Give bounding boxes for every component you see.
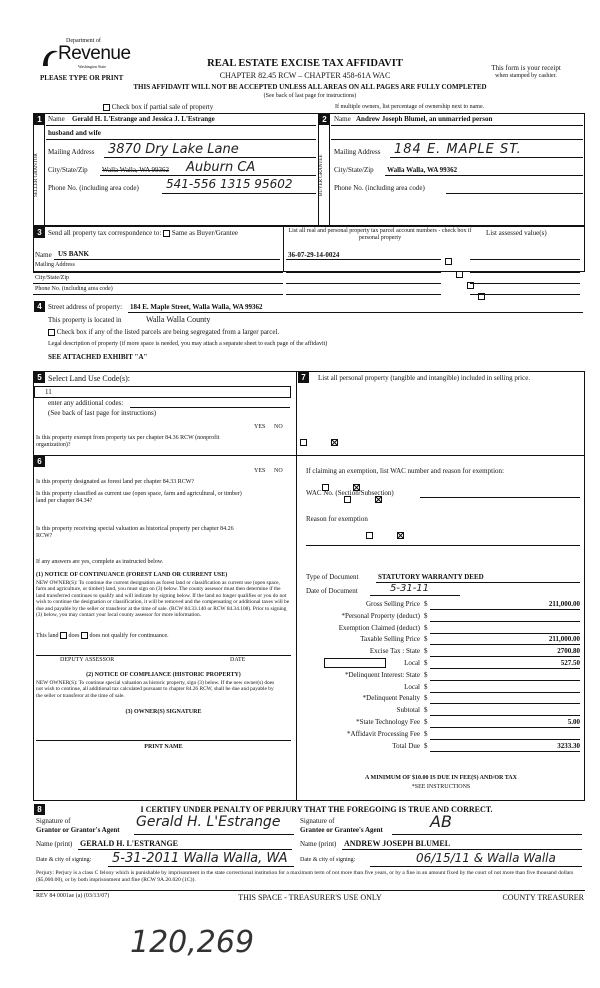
located-value[interactable]: Walla Walla County: [146, 315, 211, 324]
minimum-note: A MINIMUM OF $10.00 IS DUE IN FEE(S) AND/OR TAX: [365, 775, 517, 781]
forest-question: Is this property designated as forest land per chapter 84.33 RCW?: [36, 479, 195, 485]
fee-row-dollar: $: [424, 742, 428, 750]
reason-label: Reason for exemption: [306, 515, 368, 523]
seller-city-struck: Walla Walla, WA 99362: [102, 166, 170, 174]
fee-row-value[interactable]: [430, 706, 580, 716]
grantee-signature-label-2: Grantee or Grantee's Agent: [300, 826, 383, 834]
land-use-label: Select Land Use Code(s):: [48, 374, 130, 383]
fee-row-dollar: $: [424, 694, 428, 702]
notice-2-body: NEW OWNER(S): To continue special valuation as historic property, sign (3) below. If the new owner(s) does not wish to continue, all additional tax calculated pursuant to chapter 84.26 RCW, shall be due and payable by the seller or transferor at the time of sale.: [36, 680, 275, 699]
fee-row-dollar: $: [424, 683, 428, 691]
land-use-code-value: 11: [45, 388, 52, 396]
see-instructions-note: *SEE INSTRUCTIONS: [411, 784, 471, 790]
correspondence-row: [48, 229, 238, 237]
seller-name-label: Name: [48, 115, 65, 123]
grantor-date-label: Date & city of signing:: [36, 857, 92, 863]
fee-row-label: *Delinquent Penalty: [362, 694, 420, 702]
buyer-phone-label: Phone No. (including area code): [334, 184, 425, 192]
if-yes-note: If any answers are yes, complete as instructed below.: [36, 559, 164, 565]
fee-row-label: *Personal Property (deduct): [341, 612, 420, 620]
section-4-number: 4: [34, 301, 45, 312]
segregated-checkbox[interactable]: [48, 329, 55, 336]
county-treasurer-label: COUNTY TREASURER: [502, 893, 584, 902]
fee-row-dollar: $: [424, 706, 428, 714]
fee-row-value[interactable]: 211,000.00: [430, 600, 580, 610]
fee-row-label: Subtotal: [396, 706, 420, 714]
land-use-see-back: (See back of last page for instructions): [48, 409, 157, 417]
section-1-number: 1: [34, 114, 45, 125]
logo: [40, 38, 132, 78]
grantor-signature[interactable]: Gerald H. L'Estrange: [136, 814, 281, 830]
same-as-buyer-checkbox[interactable]: [163, 230, 170, 237]
exempt-no-checkbox[interactable]: [331, 439, 338, 446]
fee-row-dollar: $: [424, 635, 428, 643]
section-6-no-header: NO: [274, 468, 283, 474]
seller-city-label: City/State/Zip: [48, 166, 88, 174]
section-5-yes-header: YES: [254, 424, 266, 430]
parcel-value[interactable]: 36-07-29-14-0024: [288, 251, 340, 259]
legal-value[interactable]: SEE ATTACHED EXHIBIT "A": [48, 353, 148, 361]
fee-row-value[interactable]: [430, 624, 580, 634]
doc-date-value[interactable]: 5-31-11: [390, 583, 430, 594]
street-value[interactable]: 184 E. Maple Street, Walla Walla, WA 99362: [130, 303, 263, 311]
grantee-name-label: Name (print): [300, 840, 337, 848]
fee-row-value[interactable]: 527.50: [430, 659, 580, 669]
fee-row-label: Local: [404, 659, 420, 667]
fee-row-value[interactable]: 211,000.00: [430, 635, 580, 645]
fee-row-label: Total Due: [392, 742, 420, 750]
fee-row-value[interactable]: [430, 671, 580, 681]
historic-no-checkbox[interactable]: [397, 532, 404, 539]
tax-name-value[interactable]: US BANK: [58, 250, 89, 258]
partial-sale-row: [103, 103, 213, 111]
fee-row-dollar: $: [424, 671, 428, 679]
section-2-number: 2: [319, 114, 330, 125]
rev-code: REV 84 0001ae (a) (03/13/07): [36, 893, 110, 899]
seller-phone-value[interactable]: 541-556 1315 95602: [166, 177, 293, 191]
segregated-label: Check box if any of the listed parcels are being segregated from a larger parcel.: [56, 328, 280, 336]
correspondence-heading: Send all property tax correspondence to:: [48, 229, 162, 237]
doc-date-label: Date of Document: [306, 587, 358, 595]
buyer-city-value[interactable]: Walla Walla, WA 99362: [387, 166, 458, 174]
does-label: does: [68, 632, 80, 639]
partial-sale-checkbox[interactable]: [103, 104, 110, 111]
multiple-owners-note: If multiple owners, list percentage of ownership next to name.: [335, 104, 485, 110]
seller-city-value[interactable]: Auburn CA: [186, 160, 256, 175]
current-use-question: Is this property classified as current use (open space, farm and agricultural, or timber) land per chapter 84.34?: [36, 491, 242, 504]
local-rate-field[interactable]: [324, 658, 386, 668]
form-warning: THIS AFFIDAVIT WILL NOT BE ACCEPTED UNLESS ALL AREAS ON ALL PAGES ARE FULLY COMPLETED: [133, 83, 487, 91]
does-not-label: does not qualify for continuance.: [89, 632, 169, 639]
section-8-number: 8: [34, 804, 45, 815]
seller-name-value[interactable]: Gerald H. L'Estrange and Jessica J. L'Estrange: [72, 115, 215, 123]
buyer-city-label: City/State/Zip: [334, 166, 374, 174]
buyer-name-value[interactable]: Andrew Joseph Blumel, an unmarried person: [356, 115, 493, 123]
buyer-name-label: Name: [334, 115, 351, 123]
grantor-print-name[interactable]: GERALD H. L'ESTRANGE: [80, 839, 179, 848]
fee-row-label: Local: [404, 683, 420, 691]
fee-row-value[interactable]: [430, 730, 580, 740]
notice-1-title: (1) NOTICE OF CONTINUANCE (FOREST LAND OR CURRENT USE): [36, 572, 228, 578]
please-type: PLEASE TYPE OR PRINT: [40, 74, 124, 82]
exempt-yes-checkbox[interactable]: [300, 439, 307, 446]
section-5-no-header: NO: [274, 424, 283, 430]
print-name-label: PRINT NAME: [144, 744, 183, 750]
personal-property-label: List all personal property (tangible and intangible) included in selling price.: [318, 374, 531, 382]
deputy-date-label: DATE: [230, 657, 246, 663]
fee-row-label: *State Technology Fee: [356, 718, 420, 726]
partial-sale-label: Check box if partial sale of property: [111, 103, 214, 111]
seller-phone-label: Phone No. (including area code): [48, 184, 139, 192]
section-6-yes-header: YES: [254, 468, 266, 474]
exempt-question: Is this property exempt from property tax per chapter 84.36 RCW (nonprofit organization)?: [36, 435, 220, 448]
fee-row-dollar: $: [424, 600, 428, 608]
fee-row-value[interactable]: [430, 683, 580, 693]
land-use-code-field[interactable]: [34, 386, 291, 398]
same-as-buyer-label: Same as Buyer/Grantee: [171, 229, 238, 237]
fee-row-label: *Affidavit Processing Fee: [347, 730, 420, 738]
does-checkbox[interactable]: [60, 632, 67, 639]
this-land-label: This land: [36, 632, 59, 639]
parcel-2-personal-checkbox[interactable]: [456, 271, 463, 278]
tax-phone-label: Phone No. (including area code): [35, 286, 113, 292]
fee-row-dollar: $: [424, 647, 428, 655]
tax-city-label: City/State/Zip: [35, 275, 69, 281]
deputy-assessor-label: DEPUTY ASSESSOR: [60, 657, 115, 663]
buyer-mailing-value[interactable]: 184 E. MAPLE ST.: [394, 142, 522, 157]
form-title: REAL ESTATE EXCISE TAX AFFIDAVIT: [207, 58, 403, 69]
parcel-1-personal-checkbox[interactable]: [445, 258, 452, 265]
form-chapter: CHAPTER 82.45 RCW – CHAPTER 458-61A WAC: [219, 71, 391, 80]
doc-type-value[interactable]: STATUTORY WARRANTY DEED: [378, 573, 484, 581]
tax-mailing-label: Mailing Address: [35, 262, 75, 268]
treasurer-space-label: THIS SPACE - TREASURER'S USE ONLY: [238, 893, 382, 902]
wac-label: WAC No. (Section/Subsection): [306, 489, 394, 497]
fee-row-label: Excise Tax : State: [369, 647, 420, 655]
qualify-row: [36, 632, 169, 640]
seller-mailing-value[interactable]: 3870 Dry Lake Lane: [108, 142, 239, 157]
section-5-number: 5: [34, 372, 45, 383]
segregated-row: [48, 328, 279, 336]
certify-statement: I CERTIFY UNDER PENALTY OF PERJURY THAT THE FOREGOING IS TRUE AND CORRECT.: [140, 805, 493, 814]
fee-row-dollar: $: [424, 624, 428, 632]
grantor-name-label: Name (print): [36, 840, 73, 848]
historic-question: Is this property receiving special valuation as historical property per chapter 84.26 RCW?: [36, 526, 234, 539]
buyer-side-label: BUYER GRANTEE: [319, 154, 324, 196]
grantee-signature[interactable]: AB: [430, 812, 452, 831]
seller-mailing-label: Mailing Address: [48, 148, 95, 156]
legal-label: Legal description of property (if more space is needed, you may attach a separate sheet to each page of the affidavit): [48, 341, 328, 347]
logo-word: Revenue: [58, 43, 131, 64]
receipt-line-2: when stamped by cashier.: [495, 73, 557, 79]
grantor-signature-label-1: Signature of: [36, 817, 71, 825]
located-label: This property is located in: [48, 316, 122, 324]
notice-1-body: NEW OWNER(S): To continue the current designation as forest land or classification as current use (open space, farm and agriculture, or timber) land, you must sign on (3) below. The county assessor must then determine if the land transferred continues to qualify and will indicate by signing below. If the land no longer qualifies or you do not wish to continue the designation or classification, it will be removed and the compensating or additional taxes will be due and payable by the seller or transferor at the time of sale. (RCW 84.33.140 or RCW 84.34.108). Prior to signing (3) below, you may contact your local county assessor for more information.: [36, 580, 290, 618]
assessed-heading: List assessed value(s): [486, 229, 547, 237]
section-3-number: 3: [34, 227, 45, 238]
claiming-exemption-label: If claiming an exemption, list WAC number and reason for exemption:: [306, 467, 504, 475]
fee-row-dollar: $: [424, 730, 428, 738]
fee-row-label: *Delinquent Interest: State: [344, 671, 420, 679]
grantor-signature-label-2: Grantor or Grantor's Agent: [36, 826, 120, 834]
logo-top: Department of: [66, 38, 101, 44]
street-label: Street address of property:: [48, 303, 123, 311]
does-not-checkbox[interactable]: [81, 632, 88, 639]
fee-row-label: Gross Selling Price: [365, 600, 420, 608]
fee-row-value[interactable]: [430, 694, 580, 704]
handwritten-number: 120,269: [130, 925, 255, 960]
receipt-line-1: This form is your receipt: [491, 64, 561, 72]
perjury-note: Perjury: Perjury is a class C felony which is punishable by imprisonment in the state correctional institution for a maximum term of not more than five years, or by a fine in an amount fixed by the court of not more than five thousand dollars ($5,000.00), or by both imprisonment and fine (RCW 9A.20.020 (1C)).: [36, 870, 574, 883]
historic-yes-checkbox[interactable]: [366, 532, 373, 539]
grantee-date-label: Date & city of signing:: [300, 857, 356, 863]
grantee-print-name[interactable]: ANDREW JOSEPH BLUMEL: [344, 839, 451, 848]
fee-row-label: Taxable Selling Price: [360, 635, 420, 643]
parcel-heading: List all real and personal property tax parcel account numbers - check box if personal property: [288, 228, 472, 241]
buyer-mailing-label: Mailing Address: [334, 148, 381, 156]
fee-row-dollar: $: [424, 718, 428, 726]
revenue-logo-icon: [40, 46, 60, 72]
grantee-signature-label-1: Signature of: [300, 817, 335, 825]
fee-row-value[interactable]: 3233.30: [430, 742, 580, 752]
fee-row-value[interactable]: 2700.80: [430, 647, 580, 657]
notice-2-title: (2) NOTICE OF COMPLIANCE (HISTORIC PROPERTY): [86, 672, 241, 678]
see-back-note: (See back of last page for instructions): [263, 93, 357, 99]
fee-row-value[interactable]: 5.00: [430, 718, 580, 728]
tax-name-label: Name: [35, 251, 52, 259]
grantor-date-city[interactable]: 5-31-2011 Walla Walla, WA: [112, 851, 288, 866]
logo-sub: Washington State: [78, 64, 107, 69]
fee-row-dollar: $: [424, 612, 428, 620]
seller-name-value-2[interactable]: husband and wife: [48, 129, 101, 137]
fee-row-label: Exemption Claimed (deduct): [338, 624, 420, 632]
fee-row-dollar: $: [424, 659, 428, 667]
section-6-number: 6: [34, 456, 45, 467]
doc-type-label: Type of Document: [306, 573, 359, 581]
owner-signature-label: (3) OWNER(S) SIGNATURE: [125, 709, 202, 715]
fee-row-value[interactable]: [430, 612, 580, 622]
grantee-date-city[interactable]: 06/15/11 & Walla Walla: [416, 851, 556, 865]
seller-side-label: SELLER GRANTOR: [34, 153, 39, 197]
section-7-number: 7: [298, 372, 309, 383]
additional-codes-label: enter any additional codes:: [48, 399, 124, 407]
